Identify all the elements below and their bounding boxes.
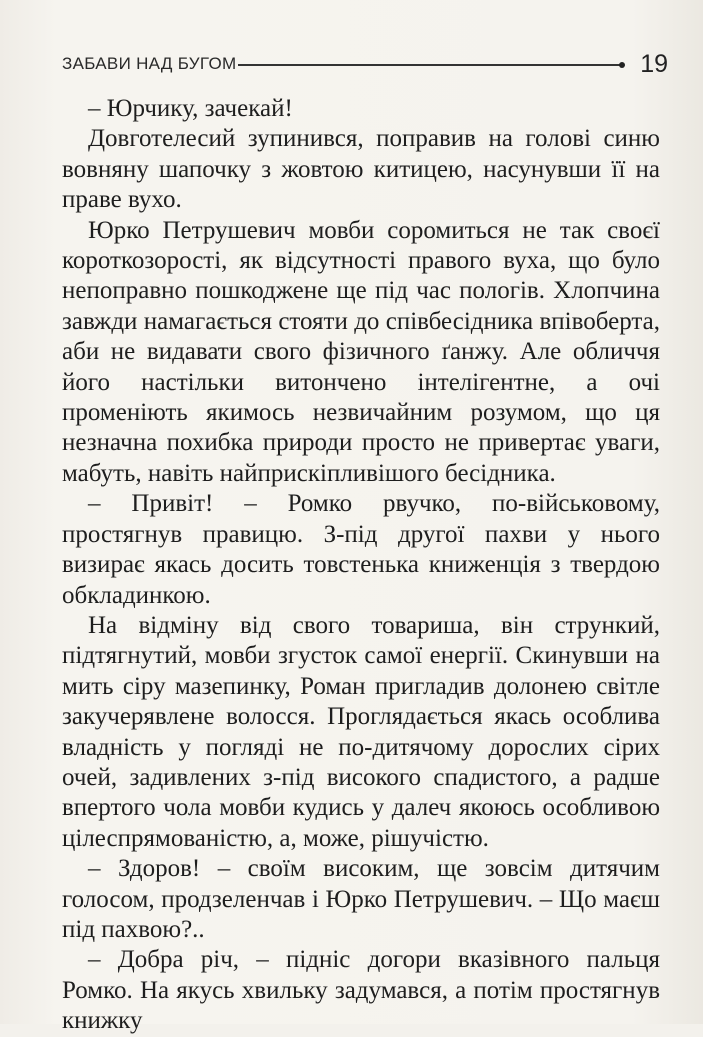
paragraph-6: – Здоров! – своїм високим, ще зовсім дитячим голосом, продзеленчав і Юрко Петрушевич. – Що маєш під пахвою?..: [62, 855, 660, 943]
paragraph-1: – Юрчику, зачекай!: [88, 95, 293, 122]
paragraph-3: Юрко Петрушевич мовби соромиться не так своєї короткозорості, як відсутності правого вуха, що було непоправно пошкоджене ще під час пологів. Хлопчина завжди намагається стояти до співбесідника впівоберта, аби не видавати свого фізичного ґанжу. Але обличчя його настільки витончено інтелігентне, а очі променіють якимось незвичайним розумом, що ця незначна похибка природи просто не привертає уваги, мабуть, навіть найприскіпливішого бесідника.: [62, 216, 660, 487]
paragraph-2: Довготелесий зупинився, поправив на голові синю вовняну шапочку з жовтою китицею, насунувши її на праве вухо.: [62, 125, 660, 214]
paragraph-4: – Привіт! – Ромко рвучко, по-військовому, простягнув правицю. З-під другої пахви у нього визирає якась досить товстенька книженція з твердою обкладинкою.: [62, 490, 660, 609]
running-title: ЗАБАВИ НАД БУГОМ: [62, 54, 237, 73]
running-header: [62, 52, 668, 82]
paragraph-5: На відміну від свого товариша, він стрункий, підтягнутий, мовби згусток самої енергії. Скинувши на мить сіру мазепинку, Роман пригладив долонею світле закучерявлене волосся. Проглядається якась особлива владність у погляді не по-дитячому дорослих сірих очей, задивлених з-під високого спадистого, а радше впертого чола мовби кудись у далеч якоюсь особливою цілеспрямованістю, а, може, рішучістю.: [62, 611, 660, 852]
header-rule-dot: [619, 62, 625, 68]
paragraph-7: – Добра річ, – підніс догори вказівного пальця Ромко. На якусь хвильку задумався, а потім простягнув книжку: [62, 946, 660, 1035]
page-number: 19: [640, 50, 668, 78]
body-text: [62, 94, 660, 1037]
header-rule: [238, 64, 624, 66]
